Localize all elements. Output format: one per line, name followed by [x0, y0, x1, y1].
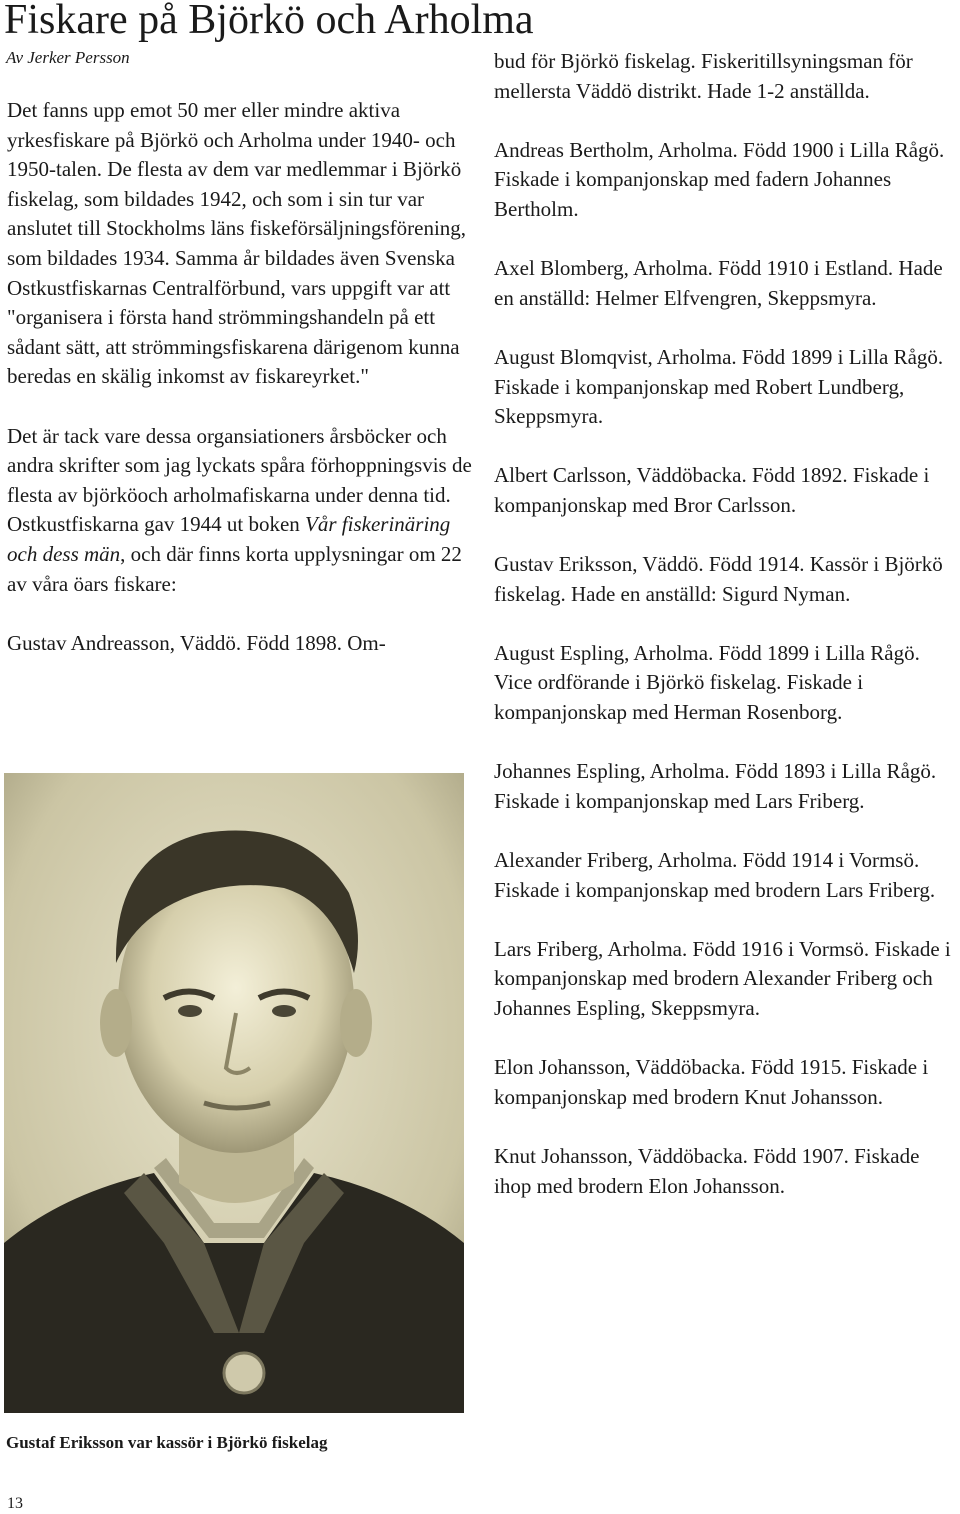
left-column — [7, 96, 472, 688]
fisher-entry: Axel Blomberg, Arholma. Född 1910 i Estland. Hade en anställd: Helmer Elfvengren, Skeppsmyra. — [494, 256, 943, 310]
fisher-entry: Knut Johansson, Väddöbacka. Född 1907. Fiskade ihop med brodern Elon Johansson. — [494, 1143, 920, 1198]
sources-text-after: , och där finns korta upplysningar om 22 av våra öars fiskare: — [7, 541, 462, 596]
right-column — [494, 47, 956, 1231]
portrait-image — [4, 773, 464, 1413]
portrait-photo — [4, 773, 464, 1413]
byline: Av Jerker Persson — [6, 48, 130, 67]
photo-caption: Gustaf Eriksson var kassör i Björkö fiskelag — [6, 1433, 328, 1452]
fisher-entry: Johannes Espling, Arholma. Född 1893 i Lilla Rågö. Fiskade i kompanjonskap med Lars Friberg. — [494, 759, 937, 813]
fisher-entry: Lars Friberg, Arholma. Född 1916 i Vormsö. Fiskade i kompanjonskap med brodern Alexander Friberg och Johannes Espling, Skeppsmyra. — [494, 936, 951, 1020]
intro-text-part2: Samma år bildades även Svenska Ostkustfiskarnas Centralförbund, vars uppgift var att "organisera i första hand strömmingshandeln på ett sådant sätt, att strömmingsfiskarena därigenom kunna beredas en skälig inkomst av fiskareyrket." — [7, 245, 460, 389]
fisher-entry: Albert Carlsson, Väddöbacka. Född 1892. Fiskade i kompanjonskap med Bror Carlsson. — [494, 463, 930, 517]
intro-text-part1: Det fanns upp emot 50 mer eller mindre aktiva yrkesfiskare på Björkö och Arholma under 1940- och 1950-talen. De flesta av dem var medlemmar i Björkö fiskelag, som bildades 1942, och som i sin tur var anslutet till Stockholms läns fiskeförsäljningsförening, som bildades 1934. — [7, 98, 467, 270]
article-title: Fiskare på Björkö och Arholma — [4, 0, 534, 43]
fisher-entry: Gustav Eriksson, Väddö. Född 1914. Kassör i Björkö fiskelag. Hade en anställd: Sigurd Nyman. — [494, 552, 943, 606]
intro-paragraph — [7, 96, 472, 392]
fisher-entry: Elon Johansson, Väddöbacka. Född 1915. Fiskade i kompanjonskap med brodern Knut Johansson. — [494, 1055, 929, 1109]
fisher-entry: bud för Björkö fiskelag. Fiskeritillsyningsman för mellersta Väddö distrikt. Hade 1-2 anställda. — [494, 49, 913, 103]
fisher-entry-andreasson: Gustav Andreasson, Väddö. Född 1898. Om- — [7, 630, 386, 655]
fisher-entry: Alexander Friberg, Arholma. Född 1914 i Vormsö. Fiskade i kompanjonskap med brodern Lars Friberg. — [494, 848, 936, 902]
fisher-entry: Andreas Bertholm, Arholma. Född 1900 i Lilla Rågö. Fiskade i kompanjonskap med fadern Johannes Bertholm. — [494, 137, 945, 221]
fisher-entry: August Blomqvist, Arholma. Född 1899 i Lilla Rågö. Fiskade i kompanjonskap med Robert Lundberg, Skeppsmyra. — [494, 344, 944, 429]
sources-paragraph — [7, 422, 472, 600]
book-title: Vår fiskerinäring och dess män — [7, 512, 451, 566]
page-number: 13 — [7, 1495, 23, 1512]
fisher-entry: August Espling, Arholma. Född 1899 i Lilla Rågö. Vice ordförande i Björkö fiskelag. Fiskade i kompanjonskap med Herman Rosenborg. — [494, 640, 920, 725]
sources-text-before: Det är tack vare dessa organsiationers årsböcker och andra skrifter som jag lyckats spåra förhoppningsvis de flesta av björköoch arholmafiskarna under denna tid. Ostkustfiskarna gav 1944 ut boken — [7, 423, 472, 537]
